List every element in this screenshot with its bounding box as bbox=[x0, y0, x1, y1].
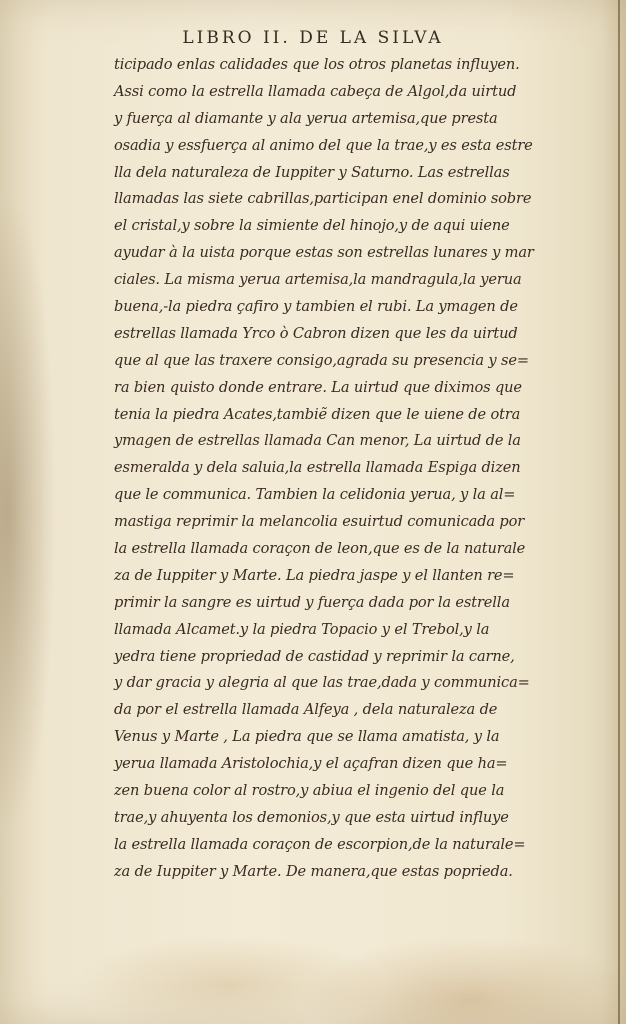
text-line: estrellas llamada Yrco ò Cabron dizen que les da uirtud bbox=[114, 324, 518, 342]
text-line: trae,y ahuyenta los demonios,y que esta uirtud influye bbox=[114, 808, 509, 826]
text-line: tenia la piedra Acates,tambiẽ dizen que le uiene de otra bbox=[114, 405, 521, 423]
text-line: ra bien quisto donde entrare. La uirtud que diximos que bbox=[114, 378, 522, 396]
text-line: osadia y essfuerça al animo del que la trae,y es esta estre bbox=[114, 136, 533, 154]
text-line: la estrella llamada coraçon de leon,que es de la naturale bbox=[114, 540, 526, 558]
text-line: mastiga reprimir la melancolia esuirtud comunicada por bbox=[114, 513, 525, 531]
text-line: Venus y Marte , La piedra que se llama amatista, y la bbox=[114, 728, 500, 746]
text-line: ymagen de estrellas llamada Can menor, La uirtud de la bbox=[114, 432, 521, 450]
text-line: buena,-la piedra çafiro y tambien el rubi. La ymagen de bbox=[114, 298, 518, 316]
text-line: llamada Alcamet.y la piedra Topacio y el Trebol,y la bbox=[114, 620, 490, 638]
text-block bbox=[114, 52, 586, 886]
text-line: da por el estrella llamada Alfeya , dela naturaleza de bbox=[114, 701, 498, 719]
text-line: esmeralda y dela saluia,la estrella llamada Espiga dizen bbox=[114, 459, 521, 477]
text-line: primir la sangre es uirtud y fuerça dada por la estrella bbox=[114, 593, 510, 611]
text-line: yerua llamada Aristolochia,y el açafran dizen que ha= bbox=[114, 755, 508, 773]
running-head: LIBRO II. DE LA SILVA bbox=[182, 28, 444, 48]
text-line: la estrella llamada coraçon de escorpion,de la naturale= bbox=[114, 835, 526, 853]
text-line: que al que las traxere consigo,agrada su presencia y se= bbox=[114, 351, 529, 369]
text-line: ayudar à la uista porque estas son estrellas lunares y mar bbox=[114, 244, 534, 262]
text-line: y dar gracia y alegria al que las trae,dada y communica= bbox=[114, 674, 530, 692]
text-line: yedra tiene propriedad de castidad y reprimir la carne, bbox=[114, 647, 515, 665]
text-line: ciales. La misma yerua artemisa,la mandragula,la yerua bbox=[114, 271, 522, 289]
text-line: Assi como la estrella llamada cabeça de Algol,da uirtud bbox=[114, 82, 517, 100]
text-line: llamadas las siete cabrillas,participan enel dominio sobre bbox=[114, 190, 532, 208]
text-line: lla dela naturaleza de Iuppiter y Saturno. Las estrellas bbox=[114, 163, 510, 181]
text-line: el cristal,y sobre la simiente del hinojo,y de aqui uiene bbox=[114, 217, 510, 235]
text-line: za de Iuppiter y Marte. La piedra jaspe y el llanten re= bbox=[114, 566, 515, 584]
text-line: za de Iuppiter y Marte. De manera,que estas poprieda. bbox=[114, 862, 513, 880]
text-line: ticipado enlas calidades que los otros planetas influyen. bbox=[114, 56, 520, 73]
text-line: que le communica. Tambien la celidonia yerua, y la al= bbox=[114, 486, 516, 504]
text-line: y fuerça al diamante y ala yerua artemisa,que presta bbox=[114, 109, 498, 127]
text-line: zen buena color al rostro,y abiua el ingenio del que la bbox=[114, 782, 505, 800]
